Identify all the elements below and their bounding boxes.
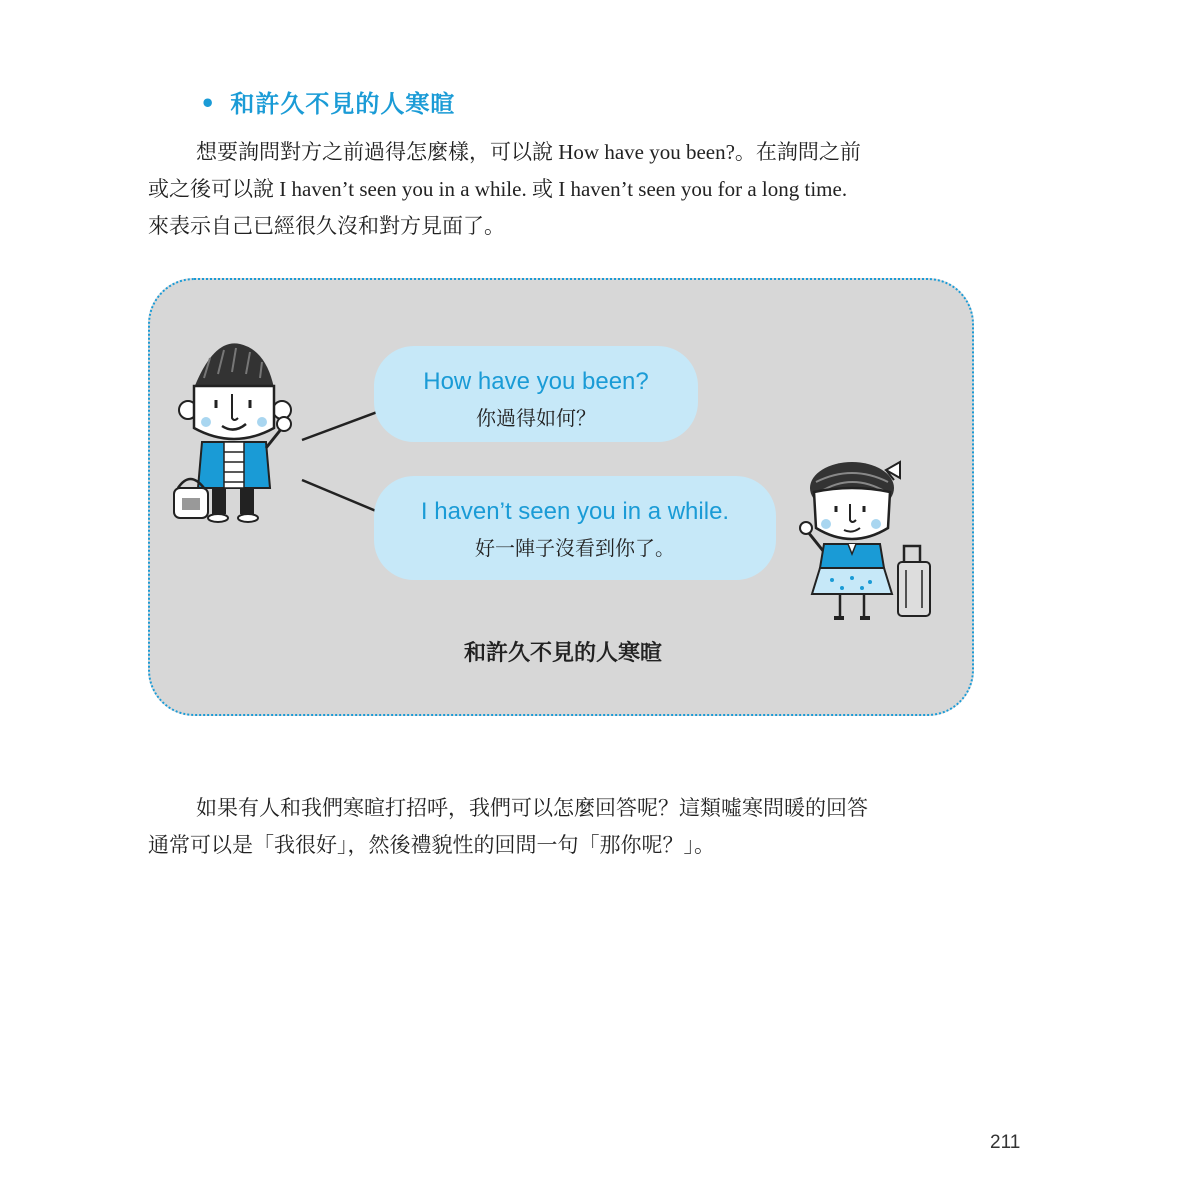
bubble2-chinese: 好一陣子沒看到你了。 [475, 536, 675, 560]
intro-line-3: 來表示自己已經很久沒和對方見面了。 [148, 214, 505, 238]
section-heading [200, 84, 455, 119]
bubble1-chinese: 你過得如何？ [476, 406, 596, 430]
followup-line-2: 通常可以是「我很好」，然後禮貌性的回問一句「那你呢？」。 [148, 833, 715, 857]
boy-with-handbag-icon [174, 338, 304, 528]
followup-line-1: 如果有人和我們寒暄打招呼，我們可以怎麼回答呢？這類噓寒問暖的回答 [196, 796, 868, 820]
followup-paragraph [148, 790, 980, 864]
bubble2-english: I haven’t seen you in a while. [420, 498, 730, 525]
bubble1-english: How have you been? [423, 368, 649, 395]
page-number: 211 [990, 1132, 1021, 1153]
intro-line-1: 想要詢問對方之前過得怎麼樣，可以說 How have you been?。在詢問之前 [196, 140, 861, 164]
girl-with-suitcase-icon [802, 458, 942, 628]
illustration-panel [148, 278, 974, 716]
intro-line-2: 或之後可以說 I haven’t seen you in a while. 或 I haven’t seen you for a long time. [148, 177, 848, 201]
speech-bubble-havent-seen-you [374, 476, 776, 580]
heading-bullet: • [200, 89, 217, 118]
speech-bubble-how-have-you-been [374, 346, 698, 442]
illustration-caption: 和許久不見的人寒暄 [463, 641, 662, 666]
intro-paragraph [148, 134, 980, 245]
heading-text: 和許久不見的人寒暄 [230, 89, 456, 118]
